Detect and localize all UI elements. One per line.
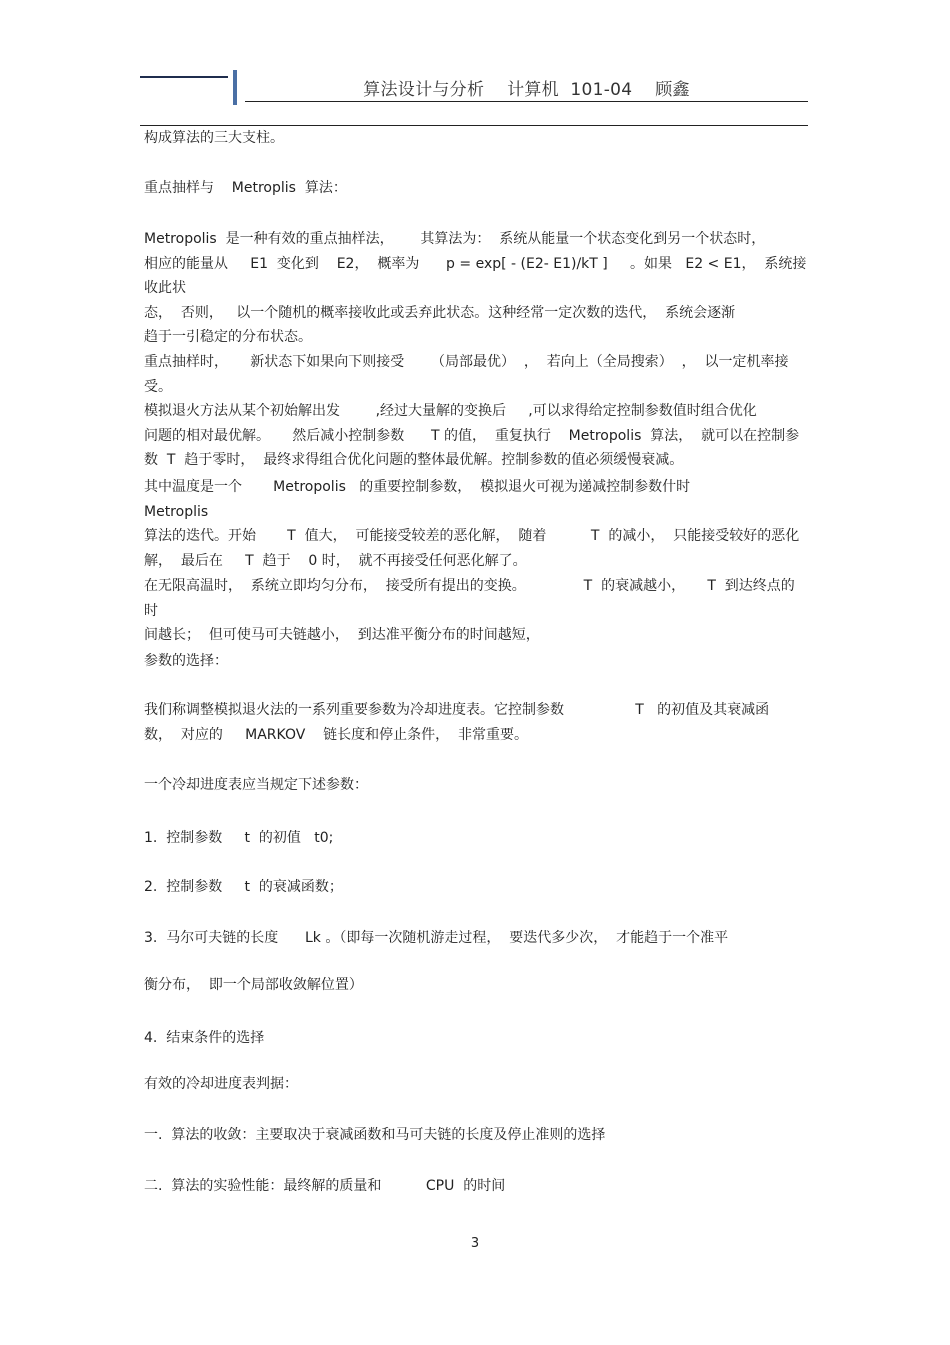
page-number: 3 xyxy=(470,1236,480,1251)
paragraph-schedule-params: 一个冷却进度表应当规定下述参数： xyxy=(144,777,368,793)
list-item-4: 4. 结束条件的选择 xyxy=(144,1030,265,1046)
paragraph-metropolis: Metropolis 是一种有效的重点抽样法， 其算法为： 系统从能量一个状态变化到另一个状态时， 相应的能量从 E1 变化到 E2， 概率为 p = exp[ - (E2- E1)/kT ] 。如果 E2 < E1， 系统接收此状 态， 否则， 以一个随机的概率接收此或丢弃此状态。这种经常一定次数的迭代， 系统会逐渐 趋于一引稳定的分布状态。 xyxy=(144,231,807,345)
paragraph-pillars: 构成算法的三大支柱。 xyxy=(144,130,284,146)
list-item-1: 1. 控制参数 t 的初值 t0; xyxy=(144,830,334,846)
paragraph-cooling-schedule: 我们称调整模拟退火法的一系列重要参数为冷却进度表。它控制参数 T 的初值及其衰减函 数， 对应的 MARKOV 链长度和停止条件， 非常重要。 xyxy=(144,702,770,743)
header-title: 算法设计与分析 计算机 101-04 顾鑫 xyxy=(363,80,690,100)
header-rule-left xyxy=(140,76,228,78)
paragraph-heading-metroplis: 重点抽样与 Metroplis 算法： xyxy=(144,180,347,196)
list-item-2: 2. 控制参数 t 的衰减函数； xyxy=(144,879,343,895)
paragraph-param-heading: 参数的选择： xyxy=(144,653,228,669)
header-rule-title xyxy=(245,101,808,102)
criteria-item-1: 一. 算法的收敛：主要取决于衰减函数和马可夫链的长度及停止准则的选择 xyxy=(144,1127,606,1143)
criteria-item-2: 二. 算法的实验性能：最终解的质量和 CPU 的时间 xyxy=(144,1178,506,1194)
list-item-3-continued: 衡分布， 即一个局部收敛解位置） xyxy=(144,977,363,993)
list-item-3: 3. 马尔可夫链的长度 Lk 。（即每一次随机游走过程， 要迭代多少次， 才能趋于一个准平 xyxy=(144,930,729,946)
paragraph-temperature: 其中温度是一个 Metropolis 的重要控制参数， 模拟退火可视为递减控制参数什时 Metroplis 算法的迭代。开始 T 值大， 可能接受较差的恶化解， 随着 T 的减小， 只能接受较好的恶化 解， 最后在 T 趋于 0 时， 就不再接受任何恶化解了。 xyxy=(144,479,800,569)
header-accent-bar xyxy=(233,70,237,105)
paragraph-sampling: 重点抽样时， 新状态下如果向下则接受 （局部最优） ， 若向上（全局搜索） ， 以一定机率接受。 模拟退火方法从某个初始解出发 ,经过大量解的变换后 ,可以求得给定控制参数值时组合优化 问题的相对最优解。 然后减小控制参数 T 的值， 重复执行 Metropolis 算法， 就可以在控制参 数 T 趋于零时， 最终求得组合优化问题的整体最优解。控制参数的值必须缓慢衰减。 xyxy=(144,354,800,468)
paragraph-infinite-temp: 在无限高温时， 系统立即均匀分布， 接受所有提出的变换。 T 的衰减越小， T 到达终点的时 间越长； 但可使马可夫链越小， 到达准平衡分布的时间越短， xyxy=(144,578,795,643)
paragraph-criteria-heading: 有效的冷却进度表判据： xyxy=(144,1076,298,1092)
